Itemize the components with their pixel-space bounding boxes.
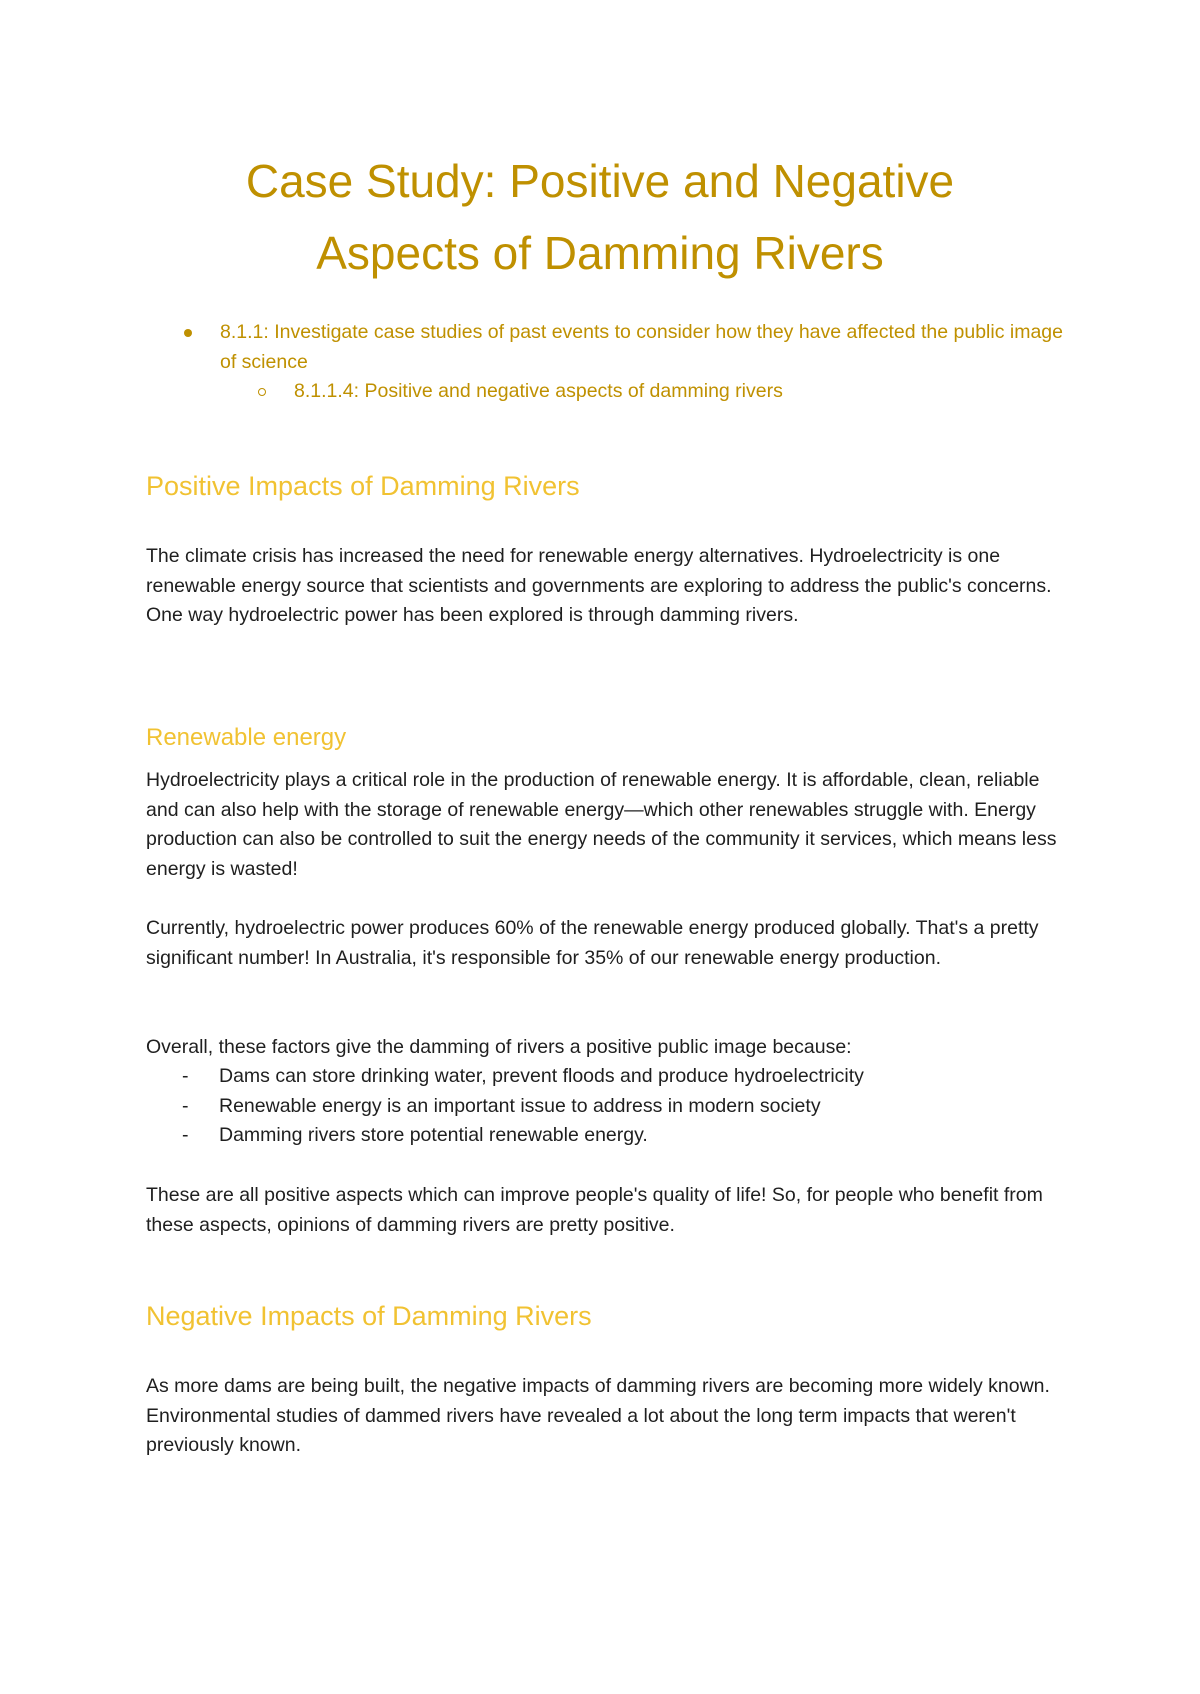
paragraph-renewable-3: Overall, these factors give the damming of rivers a positive public image because:	[146, 1036, 852, 1058]
heading-negative-impacts: Negative Impacts of Damming Rivers	[146, 1301, 592, 1331]
title-line-2: Aspects of Damming Rivers	[316, 227, 884, 279]
document-title	[0, 145, 1200, 289]
paragraph-renewable-4: These are all positive aspects which can improve people's quality of life! So, for people who benefit from these aspects, opinions of damming rivers are pretty positive.	[146, 1184, 1043, 1236]
dash-marker: -	[182, 1124, 189, 1146]
dash-marker: -	[182, 1094, 189, 1117]
list-item	[146, 1121, 1066, 1151]
heading-renewable-energy: Renewable energy	[146, 724, 347, 751]
list-item-text: Damming rivers store potential renewable energy.	[219, 1124, 648, 1146]
list-item	[146, 1062, 1066, 1092]
list-item	[146, 1092, 1066, 1122]
heading-positive-impacts: Positive Impacts of Damming Rivers	[146, 471, 580, 501]
paragraph-positive-intro: The climate crisis has increased the need for renewable energy alternatives. Hydroelectricity is one renewable energy source that scientists and governments are exploring to address the public's concerns. One way hydroelectric power has been explored is through damming rivers.	[146, 545, 1052, 626]
outcome-level-1: 8.1.1: Investigate case studies of past events to consider how they have affected the public image of science	[220, 321, 1063, 373]
bullet-circle-icon	[258, 388, 266, 396]
positive-aspects-list	[146, 1062, 1066, 1151]
bullet-disc-icon	[184, 329, 192, 337]
paragraph-negative-intro: As more dams are being built, the negative impacts of damming rivers are becoming more widely known. Environmental studies of dammed rivers have revealed a lot about the long term impacts that weren't previously known.	[146, 1375, 1050, 1456]
list-item-text: Renewable energy is an important issue to address in modern society	[219, 1094, 821, 1117]
title-line-1: Case Study: Positive and Negative	[245, 155, 955, 207]
outcome-level-2: 8.1.1.4: Positive and negative aspects of damming rivers	[294, 380, 783, 402]
paragraph-renewable-2: Currently, hydroelectric power produces 60% of the renewable energy produced globally. That's a pretty significant number! In Australia, it's responsible for 35% of our renewable energy production.	[146, 917, 1039, 969]
list-item-text: Dams can store drinking water, prevent floods and produce hydroelectricity	[219, 1065, 864, 1087]
paragraph-renewable-1: Hydroelectricity plays a critical role in the production of renewable energy. It is affordable, clean, reliable and can also help with the storage of renewable energy—which other renewables struggle with. Energy production can also be controlled to suit the energy needs of the community it services, which means less energy is wasted!	[146, 769, 1057, 880]
dash-marker: -	[182, 1065, 189, 1087]
